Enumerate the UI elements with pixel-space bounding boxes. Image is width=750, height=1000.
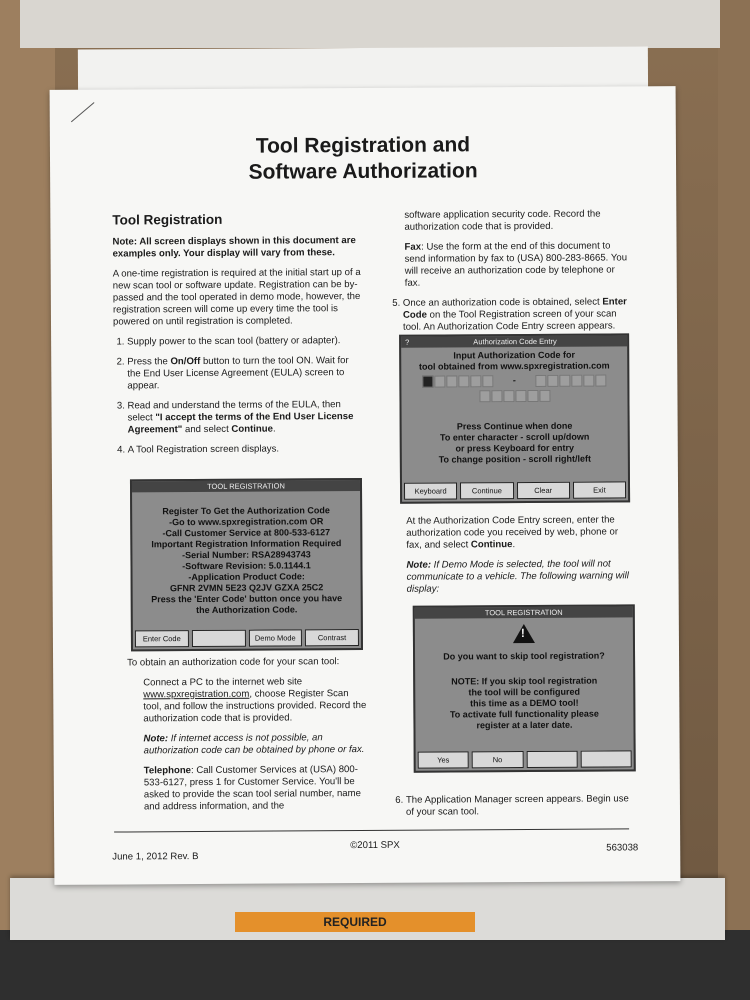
no-button[interactable]: No <box>472 751 523 768</box>
step-4: 4. A Tool Registration screen displays. <box>128 443 364 456</box>
blank-button[interactable] <box>526 751 577 768</box>
authorization-entry-screen <box>399 333 630 503</box>
screen-body: ! Do you want to skip tool registration? NOTE: If you skip tool registration the tool will be configured this time as a DEMO tool! To activate full functionality please register at a later date. <box>415 623 634 731</box>
continue-button[interactable]: Continue <box>460 482 513 499</box>
step-2: 2. Press the On/Off button to turn the tool ON. Wait for the End User License Agreement (EULA) screen to appear. <box>127 355 363 392</box>
page-title: Tool Registration and Software Authorization <box>248 133 478 184</box>
enter-code-button[interactable]: Enter Code <box>135 630 189 647</box>
right-column <box>388 208 629 341</box>
keyboard-button[interactable]: Keyboard <box>404 482 457 499</box>
blank-button[interactable] <box>580 750 631 767</box>
screen-body: Input Authorization Code for tool obtained from www.spxregistration.com - Press Continue when done To enter character - scroll up/down or press Keyboard for entry To change position - scroll right/left <box>401 346 628 465</box>
right-column-lower <box>392 793 632 826</box>
steps-list <box>113 335 364 457</box>
tape-label: REQUIRED <box>235 912 475 932</box>
pen-mark <box>71 102 95 122</box>
screen-title: TOOL REGISTRATION <box>415 606 633 618</box>
warning-icon: ! <box>513 624 535 643</box>
contrast-button[interactable]: Contrast <box>305 629 359 646</box>
demo-mode-button[interactable]: Demo Mode <box>248 629 302 646</box>
note-internet: Note: If internet access is not possible, an authorization code can be obtained by phone or fax. <box>143 732 365 757</box>
code-entry-cells[interactable]: - <box>401 374 627 387</box>
fax-text: Fax: Use the form at the end of this document to send information by fax to (USA) 800-283-8665. You will receive an authorization code by telephone or fax. <box>404 240 628 289</box>
clear-button[interactable]: Clear <box>516 482 569 499</box>
step-3: 3. Read and understand the terms of the EULA, then select "I accept the terms of the End User License Agreement" and select Continue. <box>127 399 363 436</box>
footer-copyright: ©2011 SPX <box>350 839 400 852</box>
right-column-middle <box>406 514 635 603</box>
footer-rule <box>114 828 629 832</box>
footer-date: June 1, 2012 Rev. B <box>112 851 199 863</box>
entry-text: At the Authorization Code Entry screen, enter the authorization code you received by web, phone or fax, and select Continue. <box>406 514 619 551</box>
note: Note: All screen displays shown in this document are examples only. Your display will vary from these. <box>112 235 356 260</box>
footer-doc-number: 563038 <box>606 842 639 854</box>
left-column <box>112 213 364 465</box>
demo-note: Note: If Demo Mode is selected, the tool will not communicate to a vehicle. The following warning will display: <box>406 558 629 595</box>
step-1: 1. Supply power to the scan tool (battery or adapter). <box>127 335 363 348</box>
box-flap-right <box>718 0 750 930</box>
intro-paragraph: A one-time registration is required at the initial start up of a new scan tool or software update. Registration can be by-passed and the tool operated in demo mode, however, the registration screen will come up every time the tool is powered on until registration is completed. <box>112 267 361 328</box>
box-flap-left <box>0 0 55 930</box>
yes-button[interactable]: Yes <box>418 751 469 768</box>
screen-title: TOOL REGISTRATION <box>132 480 360 492</box>
tool-registration-screen <box>130 478 363 651</box>
connect-text: Connect a PC to the internet web site www.spxregistration.com, choose Register Scan tool, and follow the instructions provided. Record the authorization code that is provided. <box>143 676 367 725</box>
security-code-text: software application security code. Record the authorization code that is provided. <box>404 208 601 233</box>
registration-link[interactable]: www.spxregistration.com <box>143 688 250 701</box>
box-top-flap <box>20 0 720 48</box>
skip-registration-screen <box>413 604 636 772</box>
exit-button[interactable]: Exit <box>573 481 626 498</box>
step-5: 5. Once an authorization code is obtained, select Enter Code on the Tool Registration screen of your scan tool. An Authorization Code Entry screen appears. <box>403 296 629 333</box>
document-page <box>50 86 681 885</box>
obtain-text: To obtain an authorization code for your scan tool: <box>127 656 340 669</box>
telephone-text: Telephone: Call Customer Services at (USA) 800-533-6127, press 1 for Customer Service. You'll be asked to provide the scan tool serial number, name and address information, and the <box>143 764 361 813</box>
screen-body: Register To Get the Authorization Code -Go to www.spxregistration.com OR -Call Customer Service at 800-533-6127 Important Registration Information Required -Serial Number: RSA28943743 -Software Revision: 5.0.1144.1 -Application Product Code: GFNR 2VMN 5E23 Q2JV GZXA 25C2 Press the 'Enter Code' button once you have the Authorization Code. <box>151 505 343 616</box>
table-surface <box>0 930 750 1000</box>
blank-button[interactable] <box>192 630 246 647</box>
step-6: 6. The Application Manager screen appears. Begin use of your scan tool. <box>406 793 632 818</box>
left-column-lower <box>127 656 368 821</box>
section-heading: Tool Registration <box>112 211 223 228</box>
screen-title: ? Authorization Code Entry <box>401 335 627 347</box>
